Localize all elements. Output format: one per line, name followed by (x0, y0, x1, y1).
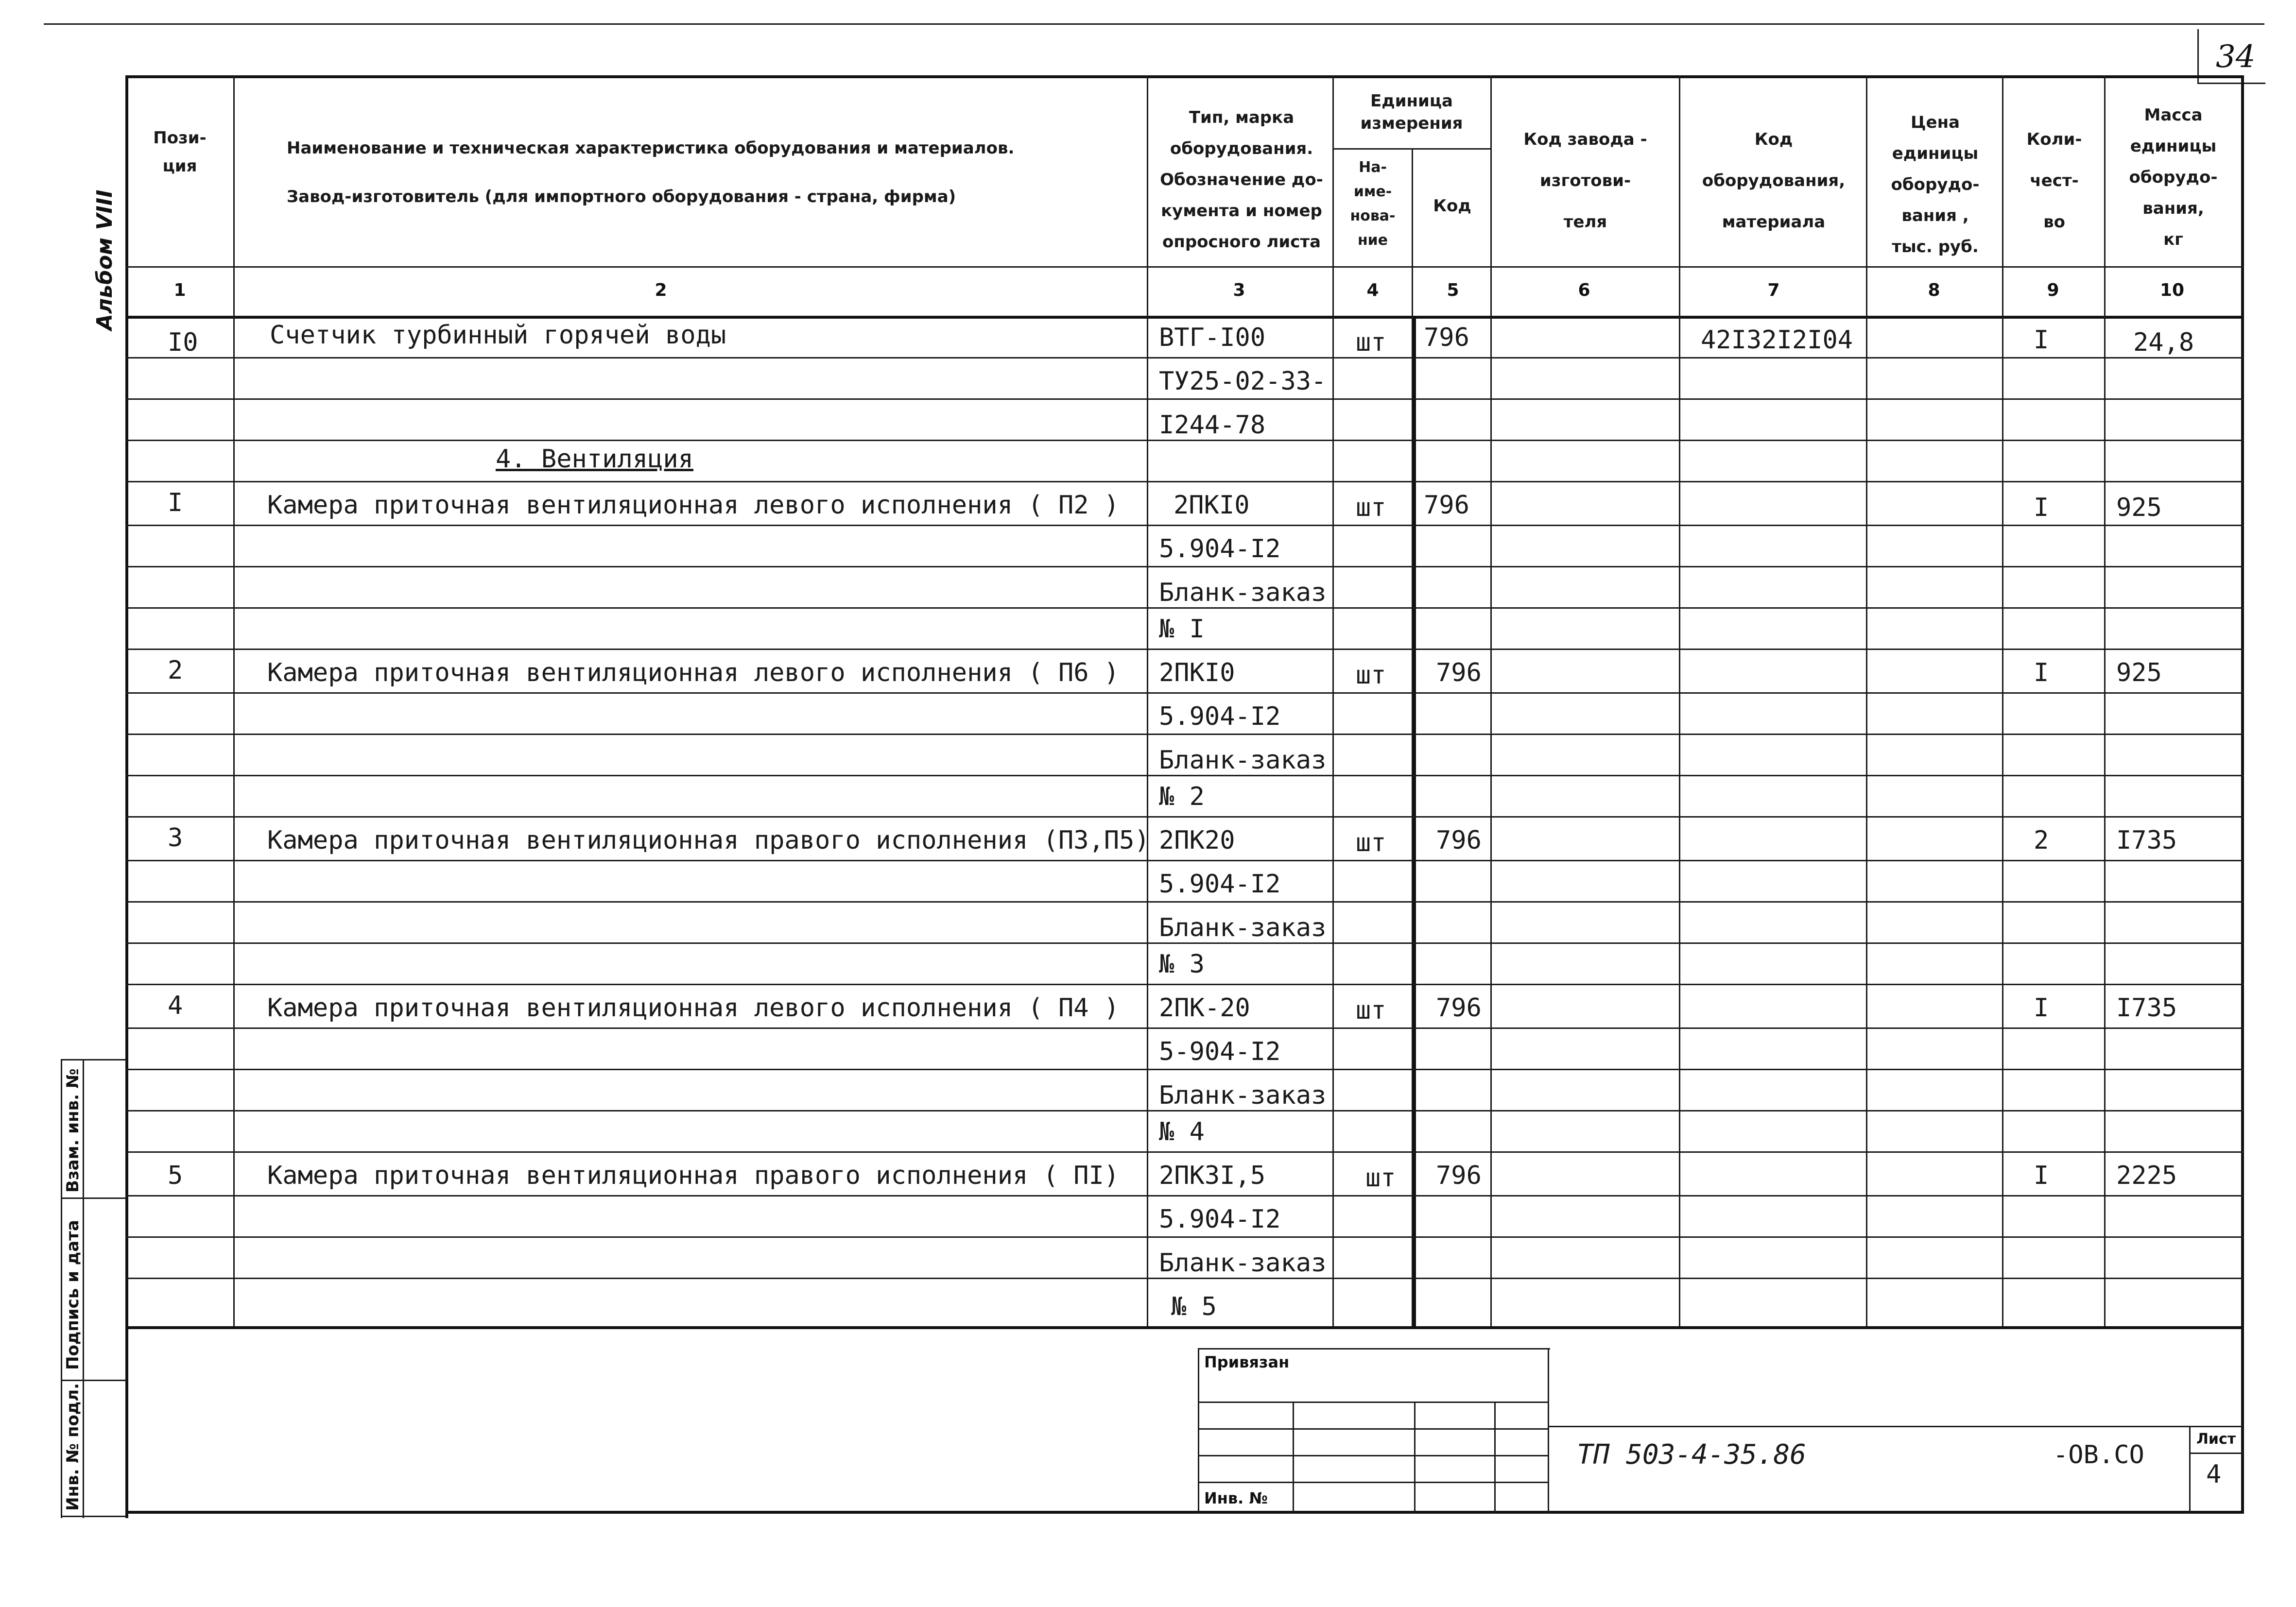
row-line (125, 1236, 2244, 1238)
col-divider-5 (1490, 75, 1492, 1329)
sheet-number: 4 (2206, 1460, 2222, 1489)
col-number: 3 (1233, 280, 1245, 300)
row-position: I0 (168, 328, 198, 357)
page-number-box-left (2197, 29, 2199, 83)
row-type: 5-904-I2 (1159, 1037, 1281, 1066)
row-mass: I735 (2116, 826, 2177, 855)
col-number: 4 (1366, 280, 1379, 300)
table-right-border (2241, 75, 2244, 1511)
section-heading: 4. Вентиляция (496, 444, 693, 474)
col-divider-6 (1679, 75, 1680, 1329)
doc-suffix: -ОВ.СО (2053, 1440, 2144, 1470)
top-border (44, 23, 2264, 25)
row-type: № I (1159, 615, 1205, 644)
row-name: Камера приточная вентиляционная левого исполнения ( П2 ) (267, 491, 1120, 520)
row-unit: шт (1365, 1163, 1396, 1193)
col-number: 10 (2159, 280, 2185, 300)
row-type: Бланк-заказ (1159, 1248, 1327, 1278)
row-mass: 24,8 (2133, 328, 2194, 357)
row-name: Камера приточная вентиляционная левого исполнения ( П6 ) (267, 658, 1120, 687)
row-unit: шт (1356, 493, 1386, 522)
row-type: ТУ25-02-33- (1159, 367, 1327, 396)
row-line (125, 1110, 2244, 1111)
table-body-bottom (125, 1326, 2244, 1329)
row-name: Камера приточная вентиляционная левого исполнения ( П4 ) (267, 993, 1120, 1023)
side-label-vzam: Взам. инв. № (63, 1068, 83, 1193)
row-unit: шт (1356, 828, 1386, 857)
row-name: Камера приточная вентиляционная правого исполнения (П3,П5) (267, 826, 1150, 855)
row-name: Камера приточная вентиляционная правого исполнения ( ПI) (267, 1161, 1120, 1190)
row-mass: 925 (2116, 493, 2162, 522)
row-unit: шт (1356, 328, 1386, 357)
row-line (125, 901, 2244, 903)
row-unit: шт (1356, 661, 1386, 690)
header-col4: На- име- нова- ние (1350, 159, 1396, 249)
table-top-border (125, 75, 2244, 78)
page-number-box-bottom (2197, 83, 2265, 84)
row-position: 4 (168, 991, 183, 1020)
col-divider-9 (2104, 75, 2106, 1329)
row-qty: I (2034, 1161, 2049, 1190)
header-col10: Масса единицы оборудо- вания, кг (2129, 105, 2218, 249)
row-line (125, 525, 2244, 526)
row-type: 2ПК-20 (1159, 993, 1250, 1023)
row-line (125, 775, 2244, 776)
stamp-col (1293, 1402, 1294, 1513)
row-type: № 2 (1159, 782, 1205, 811)
album-label: Альбом VIII (92, 189, 117, 330)
row-type: Бланк-заказ (1159, 578, 1327, 607)
sheet-box-left (2189, 1426, 2191, 1513)
row-position: 3 (168, 823, 183, 853)
row-line (125, 734, 2244, 735)
side-label-podpis: Подпись и дата (63, 1220, 83, 1370)
row-type: 2ПК20 (1159, 826, 1235, 855)
row-type: Бланк-заказ (1159, 746, 1327, 775)
row-line (125, 607, 2244, 609)
stamp-col (1414, 1402, 1416, 1513)
header-col7: Код оборудования, материала (1702, 130, 1846, 232)
frame-bottom (125, 1511, 2244, 1514)
row-mass: 2225 (2116, 1161, 2177, 1190)
header-bottom (125, 266, 2244, 268)
stamp-box-left (1198, 1348, 1199, 1513)
stamp-privyazan: Привязан (1204, 1353, 1290, 1371)
row-qty: I (2034, 493, 2049, 522)
stamp-inv: Инв. № (1204, 1489, 1268, 1507)
row-type: 5.904-I2 (1159, 534, 1281, 564)
row-line (125, 1027, 2244, 1029)
colnum-bottom (125, 316, 2244, 319)
row-type: 5.904-I2 (1159, 702, 1281, 731)
col-number: 9 (2047, 280, 2059, 300)
row-line (125, 1069, 2244, 1070)
row-position: 2 (168, 656, 183, 685)
table-left-border (125, 75, 128, 1518)
side-strip-line (61, 1516, 126, 1517)
row-code: 796 (1436, 826, 1482, 855)
row-qty: I (2034, 325, 2049, 355)
header-col2: Наименование и техническая характеристика оборудования и материалов. Завод-изготовитель (для импортного оборудования - страна, фирма) (287, 138, 1015, 206)
row-line (125, 1151, 2244, 1153)
row-name: Счетчик турбинный горячей воды (270, 321, 726, 350)
row-type: 2ПКI0 (1174, 491, 1250, 520)
header-unit-group: Единица измерения (1360, 91, 1463, 133)
title-block-top (1548, 1426, 2243, 1427)
side-label-inv: Инв. № подл. (63, 1383, 83, 1511)
row-type: № 5 (1171, 1292, 1217, 1321)
col-divider-1 (233, 75, 235, 1329)
row-mass: 925 (2116, 658, 2162, 687)
sheet-label: Лист (2196, 1431, 2236, 1448)
row-line (125, 1195, 2244, 1197)
row-type: Бланк-заказ (1159, 913, 1327, 942)
row-type: 5.904-I2 (1159, 1205, 1281, 1234)
page-number: 34 (2216, 39, 2256, 75)
stamp-box-top (1198, 1348, 1550, 1350)
row-line (125, 1278, 2244, 1279)
stamp-box-right (1548, 1348, 1549, 1513)
row-type: ВТГ-I00 (1159, 323, 1266, 352)
col-number: 6 (1578, 280, 1590, 300)
side-strip-line (61, 1380, 126, 1381)
row-code: 796 (1424, 491, 1469, 520)
row-code: 796 (1436, 1161, 1482, 1190)
row-code: 796 (1436, 658, 1482, 687)
row-type: № 3 (1159, 950, 1205, 979)
header-col3: Тип, марка оборудования. Обозначение до- кумента и номер опросного листа (1160, 108, 1323, 252)
row-unit: шт (1356, 996, 1386, 1025)
row-position: 5 (168, 1161, 183, 1190)
col-number: 5 (1447, 280, 1459, 300)
row-qty: 2 (2034, 826, 2049, 855)
col-number: 2 (655, 280, 667, 300)
row-type: I244-78 (1159, 410, 1266, 440)
header-col5: Код (1433, 196, 1471, 216)
row-qty: I (2034, 993, 2049, 1023)
side-strip-mid (83, 1059, 84, 1518)
side-strip-line (61, 1197, 126, 1199)
col-number: 8 (1928, 280, 1940, 300)
col-divider-8 (2002, 75, 2003, 1329)
row-line (125, 860, 2244, 861)
col-divider-4b (1413, 316, 1416, 1329)
row-type: 2ПКI0 (1159, 658, 1235, 687)
col-divider-7 (1866, 75, 1867, 1329)
col-number: 1 (173, 280, 186, 300)
row-line (125, 566, 2244, 567)
row-equip-code: 42I32I2I04 (1701, 325, 1853, 355)
doc-code: ТП 503-4-35.86 (1577, 1439, 1807, 1470)
row-line (125, 692, 2244, 694)
col-divider-3 (1332, 75, 1334, 1329)
row-type: 5.904-I2 (1159, 870, 1281, 899)
row-line (125, 440, 2244, 441)
row-line (125, 649, 2244, 650)
row-line (125, 984, 2244, 985)
header-col1: Пози- ция (153, 128, 207, 176)
row-line (125, 816, 2244, 818)
col-number: 7 (1767, 280, 1780, 300)
side-strip-left (61, 1059, 62, 1518)
row-line (125, 942, 2244, 944)
col-divider-2 (1147, 75, 1148, 1329)
row-qty: I (2034, 658, 2049, 687)
row-line (125, 398, 2244, 400)
stamp-col (1494, 1402, 1496, 1513)
row-line (125, 357, 2244, 359)
row-type: № 4 (1159, 1117, 1205, 1146)
sheet-box-mid (2189, 1453, 2243, 1454)
row-type: 2ПК3I,5 (1159, 1161, 1266, 1190)
row-position: I (168, 488, 183, 517)
header-col9: Коли- чест- во (2026, 130, 2082, 232)
side-strip-line (61, 1059, 126, 1060)
row-mass: I735 (2116, 993, 2177, 1023)
row-type: Бланк-заказ (1159, 1081, 1327, 1110)
row-line (125, 481, 2244, 482)
header-col6: Код завода - изготови- теля (1523, 130, 1647, 232)
row-code: 796 (1436, 993, 1482, 1023)
row-code: 796 (1424, 323, 1469, 352)
header-col8: Цена единицы оборудо- вания , тыс. руб. (1891, 113, 1980, 256)
